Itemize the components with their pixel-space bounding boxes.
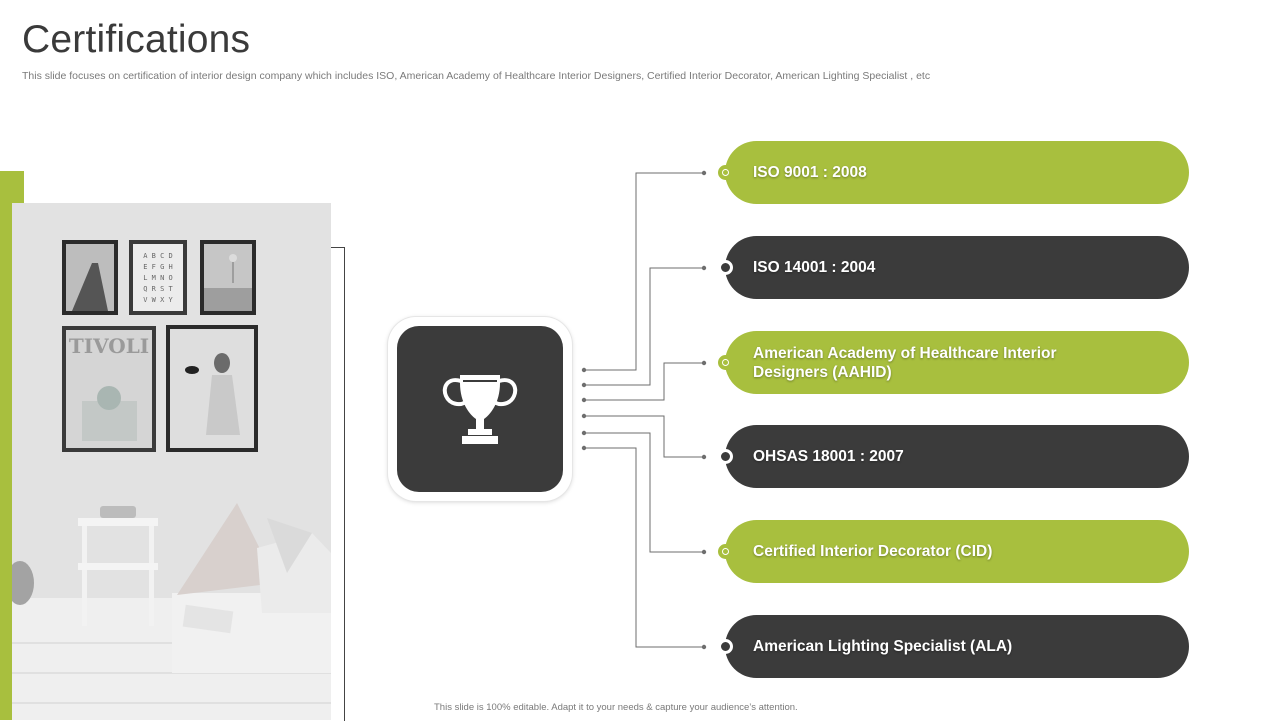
tivoli-poster-text: TIVOLI	[68, 334, 150, 358]
bullet-dot	[718, 355, 733, 370]
bullet-dot	[718, 449, 733, 464]
alphabet-poster-text: A B C D	[143, 252, 173, 260]
trophy-card	[388, 317, 572, 501]
bullet-dot	[718, 165, 733, 180]
certification-label: OHSAS 18001 : 2007	[753, 448, 904, 465]
certification-label: ISO 14001 : 2004	[753, 259, 876, 276]
certification-cid	[725, 520, 1189, 583]
certification-aahid	[725, 331, 1189, 394]
certification-ohsas-18001	[725, 425, 1189, 488]
svg-text:V W X Y: V W X Y	[143, 296, 173, 304]
footer-note: This slide is 100% editable. Adapt it to your needs & capture your audience’s attention.	[434, 702, 798, 713]
svg-text:Q R S T: Q R S T	[143, 285, 173, 293]
page-title: Certifications	[22, 18, 251, 61]
page-subtitle: This slide focuses on certification of interior design company which includes ISO, American Academy of Healthcare Interior Designers, Certified Interior Decorator, American Lighting Specialist , etc	[22, 70, 931, 82]
certification-iso-14001	[725, 236, 1189, 299]
trophy-icon	[434, 363, 526, 455]
certification-label: American Academy of Healthcare Interior Designers (AAHID)	[753, 344, 1057, 381]
svg-text:L M N O: L M N O	[143, 274, 173, 282]
certification-ala	[725, 615, 1189, 678]
bullet-dot	[718, 544, 733, 559]
certification-label: ISO 9001 : 2008	[753, 164, 867, 181]
certification-label: Certified Interior Decorator (CID)	[753, 543, 993, 560]
svg-text:E F G H: E F G H	[143, 263, 173, 271]
bullet-dot	[718, 260, 733, 275]
trophy-card-inner	[397, 326, 563, 492]
certification-label: American Lighting Specialist (ALA)	[753, 638, 1013, 655]
bullet-dot	[718, 639, 733, 654]
certification-iso-9001	[725, 141, 1189, 204]
